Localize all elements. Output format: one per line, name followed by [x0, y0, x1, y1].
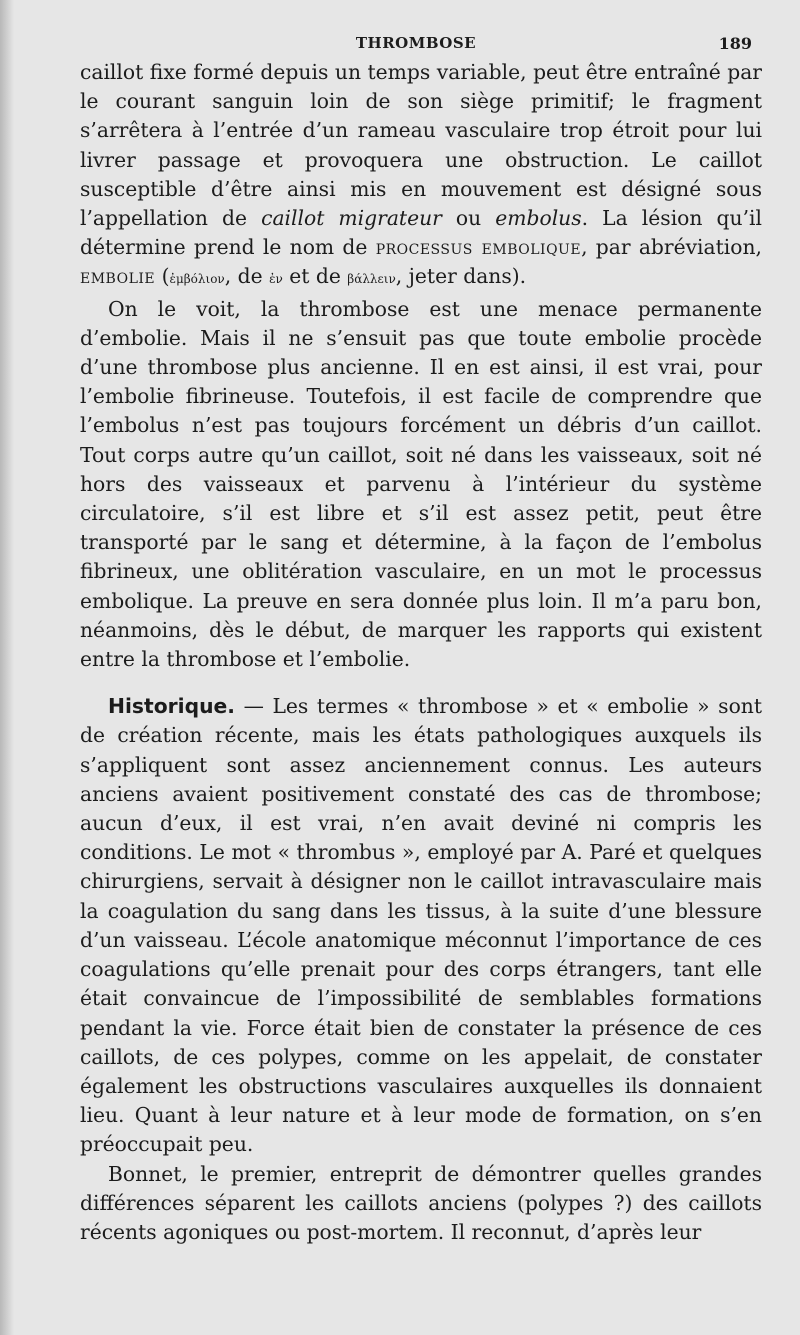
greek-word: ἐν [269, 272, 283, 287]
page-header [80, 34, 752, 58]
term-embolie: embolie [80, 264, 156, 289]
body-text [80, 58, 762, 1247]
greek-word: βάλλειν [347, 272, 396, 287]
term-processus-embolique: processus embolique [375, 235, 582, 260]
paragraph-historique [80, 692, 762, 1159]
greek-word: ἐμβόλιον [169, 272, 225, 287]
text-run: caillot fixe formé depuis un temps variable, peut être entraîné par le courant sanguin loin de son siège primitif; le fragment s’arrêtera à l’entrée d’un rameau vasculaire trop étroit pour lui livrer passage et provoquera une obstruction. Le caillot susceptible d’être ainsi mis en mouvement est désigné sous l’appellation de [80, 60, 762, 231]
paragraph-embolus-definition [80, 58, 762, 295]
page-gutter-shadow [0, 0, 14, 1335]
running-head: THROMBOSE [355, 34, 477, 52]
text-run: . La lésion qu’il détermine prend le nom de [80, 206, 762, 260]
paragraph-thrombosis-embolism: On le voit, la thrombose est une menace permanente d’embolie. Mais il ne s’ensuit pas que toute embolie procède d’une thrombose plus ancienne. Il en est ainsi, il est vrai, pour l’embolie fibrineuse. Toutefois, il est facile de comprendre que l’embolus n’est pas toujours forcément un débris d’un caillot. Tout corps autre qu’un caillot, soit né dans les vaisseaux, soit né hors des vaisseaux et parvenu à l’intérieur du système circulatoire, s’il est libre et s’il est assez petit, peut être transporté par le sang et détermine, à la façon de l’embolus fibrineux, une oblitération vasculaire, en un mot le processus embolique. La preuve en sera donnée plus loin. Il m’a paru bon, néanmoins, dès le début, de marquer les rapports qui existent entre la thrombose et l’embolie. [80, 296, 762, 672]
text-run: et de [282, 264, 348, 289]
text-run: ( [155, 264, 170, 289]
text-run: ou [441, 206, 496, 231]
page-number: 189 [718, 34, 752, 53]
term-embolus: embolus [495, 206, 582, 231]
term-caillot-migrateur: caillot migrateur [261, 206, 442, 231]
text-run: , de [224, 264, 270, 289]
paragraph-bonnet: Bonnet, le premier, entreprit de démontrer quelles grandes différences séparent les caillots anciens (polypes ?) des caillots récents agoniques ou post-mortem. Il reconnut, d’après leur [80, 1161, 762, 1244]
text-run: , par abréviation, [581, 235, 762, 260]
text-run: , jeter dans). [395, 264, 527, 289]
section-heading-historique: Historique. [108, 694, 235, 719]
text-run: — Les termes « thrombose » et « embolie » sont de création récente, mais les états pathologiques auxquels ils s’appliquent sont assez anciennement connus. Les auteurs anciens avaient positivement constaté des cas de thrombose; aucun d’eux, il est vrai, n’en avait deviné ni compris les conditions. Le mot « thrombus », employé par A. Paré et quelques chirurgiens, servait à désigner non le caillot intravasculaire mais la coagulation du sang dans les tissus, à la suite d’une blessure d’un vaisseau. L’école anatomique méconnut l’importance de ces coagulations qu’elle prenait pour des corps étrangers, tant elle était convaincue de l’impossibilité de semblables formations pendant la vie. Force était bien de constater la présence de ces caillots, de ces polypes, comme on les appelait, de constater également les obstructions vasculaires auxquelles ils donnaient lieu. Quant à leur nature et à leur mode de formation, on s’en préoccupait peu. [80, 694, 762, 1157]
